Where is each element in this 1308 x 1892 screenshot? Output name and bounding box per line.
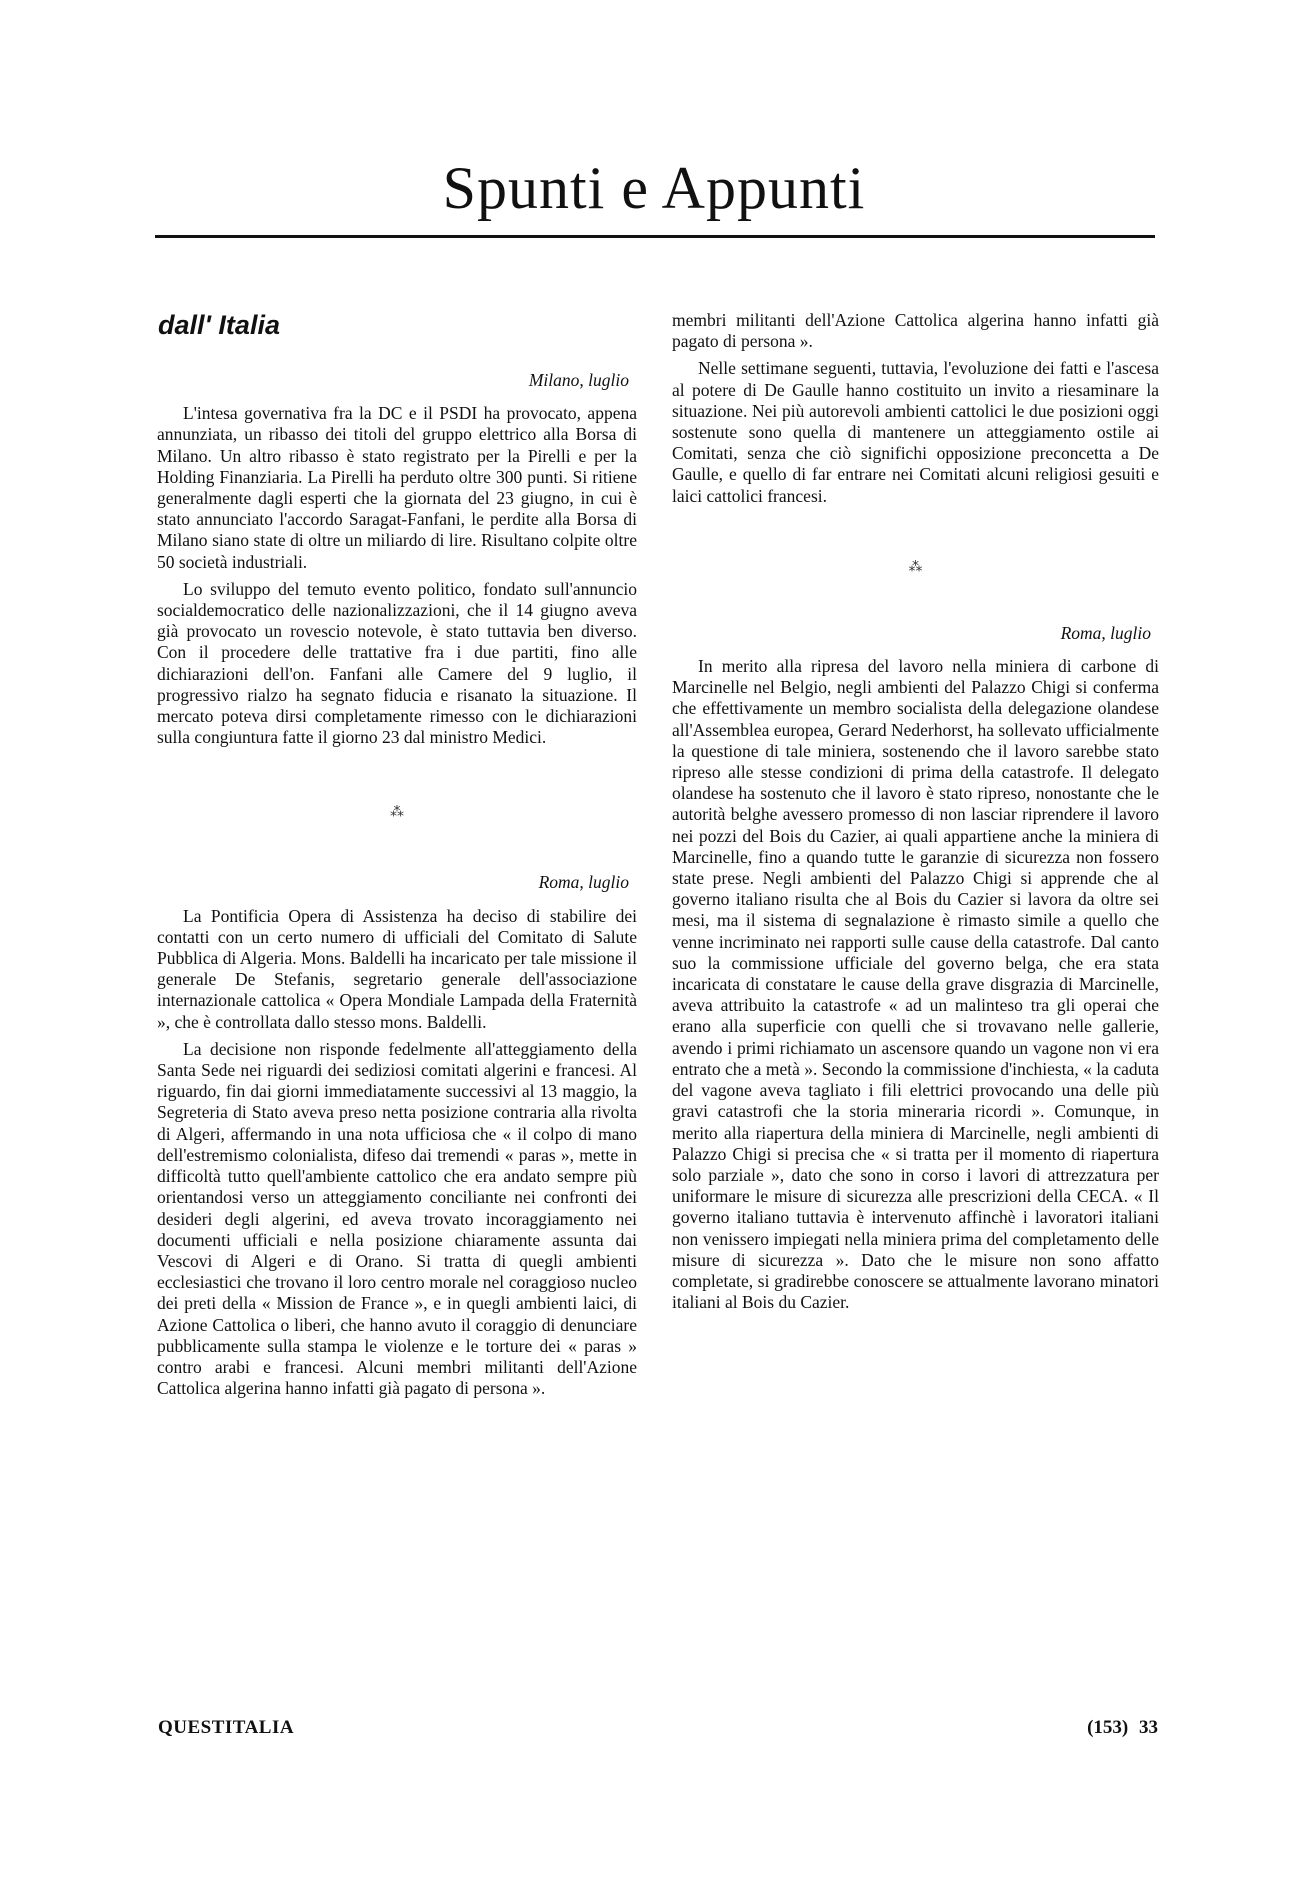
title-rule <box>155 235 1155 238</box>
magazine-name: QUESTITALIA <box>158 1717 295 1738</box>
article-paragraph: In merito alla ripresa del lavoro nella miniera di carbone di Marcinelle nel Belgio, negli ambienti del Palazzo Chigi si conferma che effettivamente un membro socialista della delegazione olandese all'Assemblea europea, Gerard Nederhorst, ha sollevato ufficialmente la questione di tale miniera, sostenendo che il lavoro sarebbe stato ripreso alle stesse condizioni di prima della catastrofe. Il delegato olandese ha sostenuto che il lavoro è stato ripreso, nonostante che le autorità belghe avessero promesso di non lasciar riprendere il lavoro nei pozzi del Bois du Cazier, ai quali appartiene anche la miniera di Marcinelle, fino a quando tutte le garanzie di sicurezza non fossero state prese. Negli ambienti del Palazzo Chigi si apprende che al governo italiano risulta che al Bois du Cazier si lavora da oltre sei mesi, ma il sistema di segnalazione è rimasto simile a quello che venne incriminato nei rapporti sulle cause della catastrofe. Dal canto suo la commissione ufficiale del governo belga, che era stata incaricata di constatare le cause della grave disgrazia di Marcinelle, aveva attribuito la catastrofe « ad un malinteso tra gli operai che erano alla superficie con quelli che si trovavano nelle gallerie, avendo i primi richiamato un ascensore quando un vagone non vi era entrato che a metà ». Secondo la commissione d'inchiesta, « la caduta del vagone aveva tagliato i fili elettrici provocando una delle più gravi catastrofi che la storia mineraria ricordi ». Comunque, in merito alla riapertura della miniera di Marcinelle, negli ambienti di Palazzo Chigi si precisa che « si tratta per il momento di riapertura solo parziale », dato che sono in corso i lavori di attrezzatura per uniformare le misure di sicurezza alle prescrizioni della CECA. « Il governo italiano tuttavia è intervenuto affinchè i lavoratori italiani non venissero impiegati nella miniera prima del completamento delle misure di sicurezza ». Dato che le misure non sono affatto completate, si gradirebbe conoscere se attualmente lavorano minatori italiani al Bois du Cazier. <box>672 656 1159 1313</box>
dateline-roma: Roma, luglio <box>538 872 629 893</box>
article-paragraph: Lo sviluppo del temuto evento politico, fondato sull'annuncio socialdemocratico delle nazionalizzazioni, che il 14 giugno aveva già provocato un rovescio notevole, è stato tuttavia ben diverso. Con il procedere delle trattative fra i due partiti, fino alle dichiarazioni dell'on. Fanfani alle Camere del 9 luglio, il progressivo rialzo ha segnato fiducia e risanato la situazione. Il mercato poteva dirsi completamente rimesso con le dichiarazioni sulla congiuntura fatte il giorno 23 dal ministro Medici. <box>157 578 637 748</box>
asterism-separator-icon: ⁂ <box>908 559 923 575</box>
column-right <box>672 310 1159 1319</box>
dateline-milano: Milano, luglio <box>528 370 629 390</box>
article-paragraph-continued: membri militanti dell'Azione Cattolica algerina hanno infatti già pagato di persona ». <box>672 310 1159 352</box>
article-paragraph: Nelle settimane seguenti, tuttavia, l'evoluzione dei fatti e l'ascesa al potere di De Gaulle hanno costituito un invito a riesaminare la situazione. Nei più autorevoli ambienti cattolici le due posizioni oggi sostenute sono quella di mantenere un atteggiamento ostile ai Comitati, senza che ciò significhi opposizione preconcetta a De Gaulle, e quello di far entrare nei Comitati alcuni religiosi gesuiti e laici cattolici francesi. <box>672 358 1159 506</box>
page-number: (153) 33 <box>1087 1717 1158 1738</box>
section-heading: dall' Italia <box>158 310 280 340</box>
article-paragraph: La decisione non risponde fedelmente all'atteggiamento della Santa Sede nei riguardi dei sediziosi comitati algerini e francesi. Al riguardo, fin dai giorni immediatamente successivi al 13 maggio, la Segreteria di Stato aveva preso netta posizione contraria alla rivolta di Algeri, affermando in una nota ufficiosa che « il colpo di mano dell'estremismo colonialista, difeso dai tremendi « paras », mette in difficoltà tutto quell'ambiente cattolico che era andato sempre più orientandosi verso un atteggiamento conciliante nei confronti dei desideri degli algerini, ed aveva trovato incoraggiamento nei documenti ufficiali e nella posizione chiaramente assunta dai Vescovi di Algeri e di Orano. Si tratta di quegli ambienti ecclesiastici che trovano il loro centro morale nel coraggioso nucleo dei preti della « Mission de France », e in quegli ambienti laici, di Azione Cattolica o liberi, che hanno avuto il coraggio di denunciare pubblicamente sulla stampa le violenze e le torture dei « paras » contro arabi e francesi. Alcuni membri militanti dell'Azione Cattolica algerina hanno infatti già pagato di persona ». <box>157 1038 637 1399</box>
article-paragraph: La Pontificia Opera di Assistenza ha deciso di stabilire dei contatti con un certo numero di ufficiali del Comitato di Salute Pubblica di Algeria. Mons. Baldelli ha incaricato per tale missione il generale De Stefanis, segretario generale dell'associazione internazionale cattolica « Opera Mondiale Lampada della Fraternità », che è controllata dallo stesso mons. Baldelli. <box>157 905 637 1032</box>
asterism-separator-icon: ⁂ <box>390 805 404 821</box>
article-paragraph: L'intesa governativa fra la DC e il PSDI ha provocato, appena annunziata, un ribasso dei titoli del gruppo elettrico alla Borsa di Milano. Un altro ribasso è stato registrato per la Pirelli e per la Holding Finanziaria. La Pirelli ha perduto oltre 300 punti. Si ritiene generalmente dagli esperti che la giornata del 23 giugno, in cui è stato annunciato l'accordo Saragat-Fanfani, le perdite alla Borsa di Milano siano state di oltre un miliardo di lire. Risultano colpite oltre 50 società industriali. <box>157 403 637 572</box>
column-left <box>157 370 637 1565</box>
page-title: Spunti e Appunti <box>442 155 866 221</box>
dateline-roma-2: Roma, luglio <box>1060 622 1151 643</box>
